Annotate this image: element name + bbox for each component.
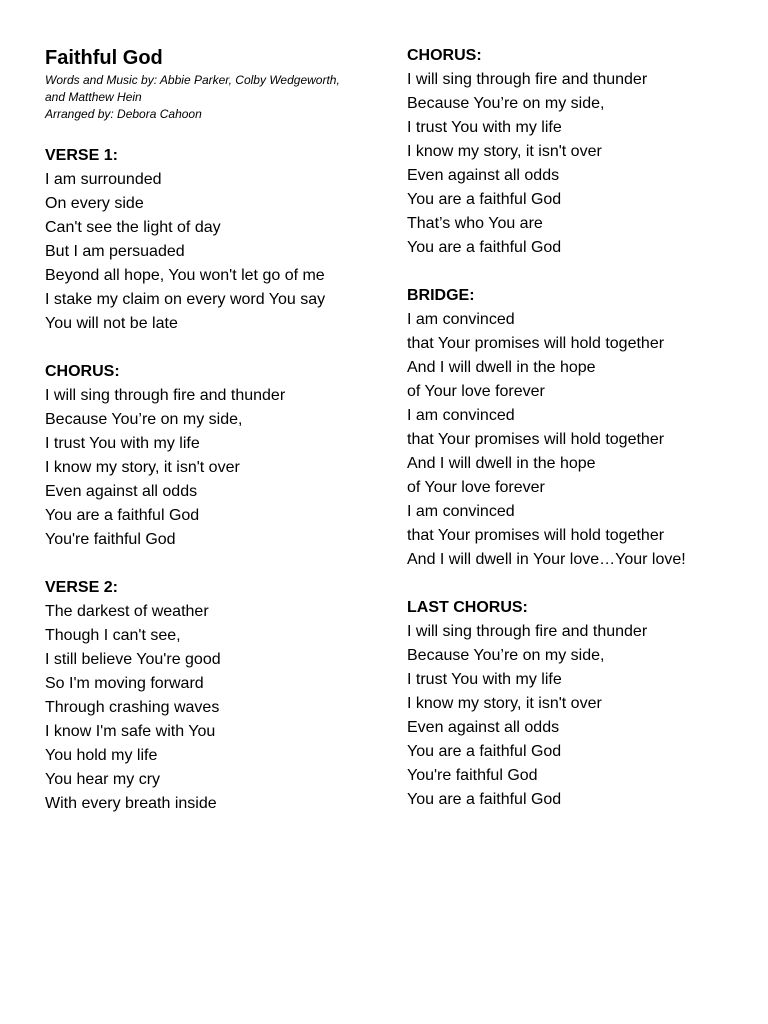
song-title: Faithful God [45, 47, 163, 69]
lyric-line: You hear my cry [45, 771, 161, 788]
lyrics-section [407, 44, 757, 260]
lyric-line: I will sing through fire and thunder [407, 623, 648, 640]
lyric-line: I am surrounded [45, 171, 162, 188]
lyric-line: I stake my claim on every word You say [45, 291, 326, 308]
left-sections [45, 144, 385, 816]
section-heading: BRIDGE: [407, 287, 475, 304]
lyric-line: Even against all odds [407, 167, 560, 184]
lyric-line: I know I'm safe with You [45, 723, 216, 740]
lyrics-section [45, 576, 385, 816]
lyric-line: Though I can't see, [45, 627, 181, 644]
lyric-line: I am convinced [407, 311, 515, 328]
lyric-line: of Your love forever [407, 479, 545, 496]
lyric-line: I will sing through fire and thunder [45, 387, 286, 404]
lyric-line: You're faithful God [407, 767, 538, 784]
lyric-line: Even against all odds [45, 483, 198, 500]
section-heading: CHORUS: [407, 47, 482, 64]
lyric-line: So I'm moving forward [45, 675, 204, 692]
lyric-line: that Your promises will hold together [407, 431, 665, 448]
left-column [45, 44, 385, 840]
song-credits [45, 72, 385, 123]
lyric-line: I am convinced [407, 503, 515, 520]
lyric-line: That’s who You are [407, 215, 543, 232]
credit-line: Arranged by: Debora Cahoon [45, 107, 202, 121]
lyric-line: Even against all odds [407, 719, 560, 736]
lyric-line: I know my story, it isn't over [407, 143, 602, 160]
lyric-line: Because You’re on my side, [407, 647, 605, 664]
lyric-line: And I will dwell in the hope [407, 455, 596, 472]
lyric-line: I trust You with my life [407, 671, 562, 688]
lyric-line: You hold my life [45, 747, 158, 764]
lyric-line: With every breath inside [45, 795, 217, 812]
lyric-line: Because You’re on my side, [407, 95, 605, 112]
lyric-line: And I will dwell in Your love…Your love! [407, 551, 686, 568]
lyric-line: You're faithful God [45, 531, 176, 548]
lyrics-section [407, 284, 757, 572]
lyric-line: Because You’re on my side, [45, 411, 243, 428]
lyric-line: I know my story, it isn't over [45, 459, 240, 476]
lyric-line: You are a faithful God [407, 239, 562, 256]
lyrics-section [407, 596, 757, 812]
credit-line: and Matthew Hein [45, 90, 142, 104]
lyric-line: But I am persuaded [45, 243, 185, 260]
right-sections [407, 44, 757, 812]
lyric-line: I trust You with my life [45, 435, 200, 452]
section-heading: LAST CHORUS: [407, 599, 528, 616]
lyric-line: You will not be late [45, 315, 178, 332]
lyric-line: The darkest of weather [45, 603, 209, 620]
lyric-line: Can't see the light of day [45, 219, 221, 236]
lyric-line: Through crashing waves [45, 699, 220, 716]
lyric-line: You are a faithful God [407, 743, 562, 760]
section-heading: CHORUS: [45, 363, 120, 380]
lyrics-section [45, 144, 385, 336]
lyric-line: that Your promises will hold together [407, 335, 665, 352]
lyrics-section [45, 360, 385, 552]
lyric-line: And I will dwell in the hope [407, 359, 596, 376]
credit-line: Words and Music by: Abbie Parker, Colby Wedgeworth, [45, 73, 340, 87]
lyric-line: of Your love forever [407, 383, 545, 400]
lyric-line: I will sing through fire and thunder [407, 71, 648, 88]
lyric-line: I trust You with my life [407, 119, 562, 136]
lyric-line: Beyond all hope, You won't let go of me [45, 267, 325, 284]
lyric-line: I know my story, it isn't over [407, 695, 602, 712]
right-column [407, 44, 757, 836]
lyric-line: On every side [45, 195, 144, 212]
lyric-line: I am convinced [407, 407, 515, 424]
section-heading: VERSE 1: [45, 147, 118, 164]
lyric-line: You are a faithful God [407, 191, 562, 208]
section-heading: VERSE 2: [45, 579, 118, 596]
lyric-line: You are a faithful God [407, 791, 562, 808]
lyric-line: You are a faithful God [45, 507, 200, 524]
lyric-line: that Your promises will hold together [407, 527, 665, 544]
lyric-line: I still believe You're good [45, 651, 221, 668]
